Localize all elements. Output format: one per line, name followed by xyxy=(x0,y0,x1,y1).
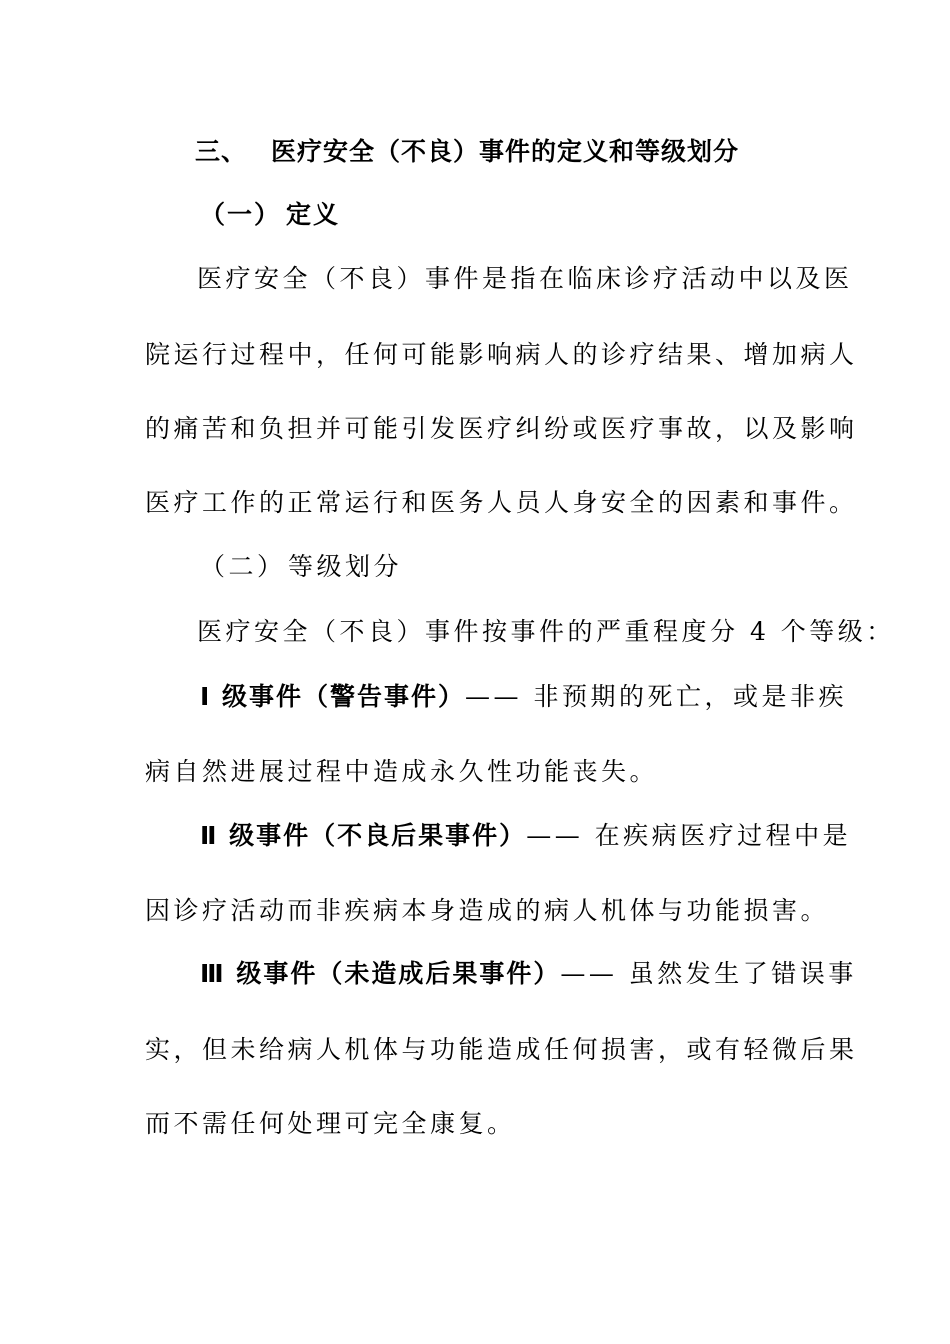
section-title: 医疗安全（不良）事件的定义和等级划分 xyxy=(271,137,740,166)
section-number: 三、 xyxy=(195,137,248,166)
level-2-label: Ⅱ 级事件（不良后果事件） xyxy=(200,821,527,850)
definition-paragraph-line: 的痛苦和负担并可能引发医疗纠纷或医疗事故，以及影响 xyxy=(145,414,858,443)
level-3-label: Ⅲ 级事件（未造成后果事件） xyxy=(200,959,561,988)
level-2-dash: —— xyxy=(526,821,584,850)
definition-paragraph-line: 医疗工作的正常运行和医务人员人身安全的因素和事件。 xyxy=(145,488,858,517)
definition-number: （一） xyxy=(200,200,282,229)
grading-title: 等级划分 xyxy=(288,552,403,581)
grading-heading xyxy=(200,551,402,583)
level-2-text: 在疾病医疗过程中是 xyxy=(594,821,852,850)
definition-heading xyxy=(200,199,340,231)
level-1-continuation: 病自然进展过程中造成永久性功能丧失。 xyxy=(145,757,659,786)
definition-paragraph-line: 医疗安全（不良）事件是指在临床诊疗活动中以及医 xyxy=(197,264,853,293)
level-3-continuation: 实，但未给病人机体与功能造成任何损害，或有轻微后果 xyxy=(145,1035,858,1064)
level-1-line xyxy=(200,681,847,713)
grading-intro: 医疗安全（不良）事件按事件的严重程度分 4 个等级： xyxy=(197,617,895,646)
section-heading xyxy=(195,136,739,168)
level-3-dash: —— xyxy=(560,959,618,988)
definition-title: 定义 xyxy=(286,200,341,229)
level-2-line xyxy=(200,820,851,852)
level-2-continuation: 因诊疗活动而非疾病本身造成的病人机体与功能损害。 xyxy=(145,896,830,925)
level-1-dash: —— xyxy=(465,682,523,711)
definition-paragraph-line: 院运行过程中，任何可能影响病人的诊疗结果、增加病人 xyxy=(145,340,858,369)
level-1-text: 非预期的死亡，或是非疾 xyxy=(533,682,847,711)
level-3-line xyxy=(200,958,857,990)
level-3-text: 虽然发生了错误事 xyxy=(628,959,857,988)
level-3-continuation: 而不需任何处理可完全康复。 xyxy=(145,1109,516,1138)
level-1-label: Ⅰ 级事件（警告事件） xyxy=(200,682,466,711)
grading-number: （二） xyxy=(200,552,286,581)
